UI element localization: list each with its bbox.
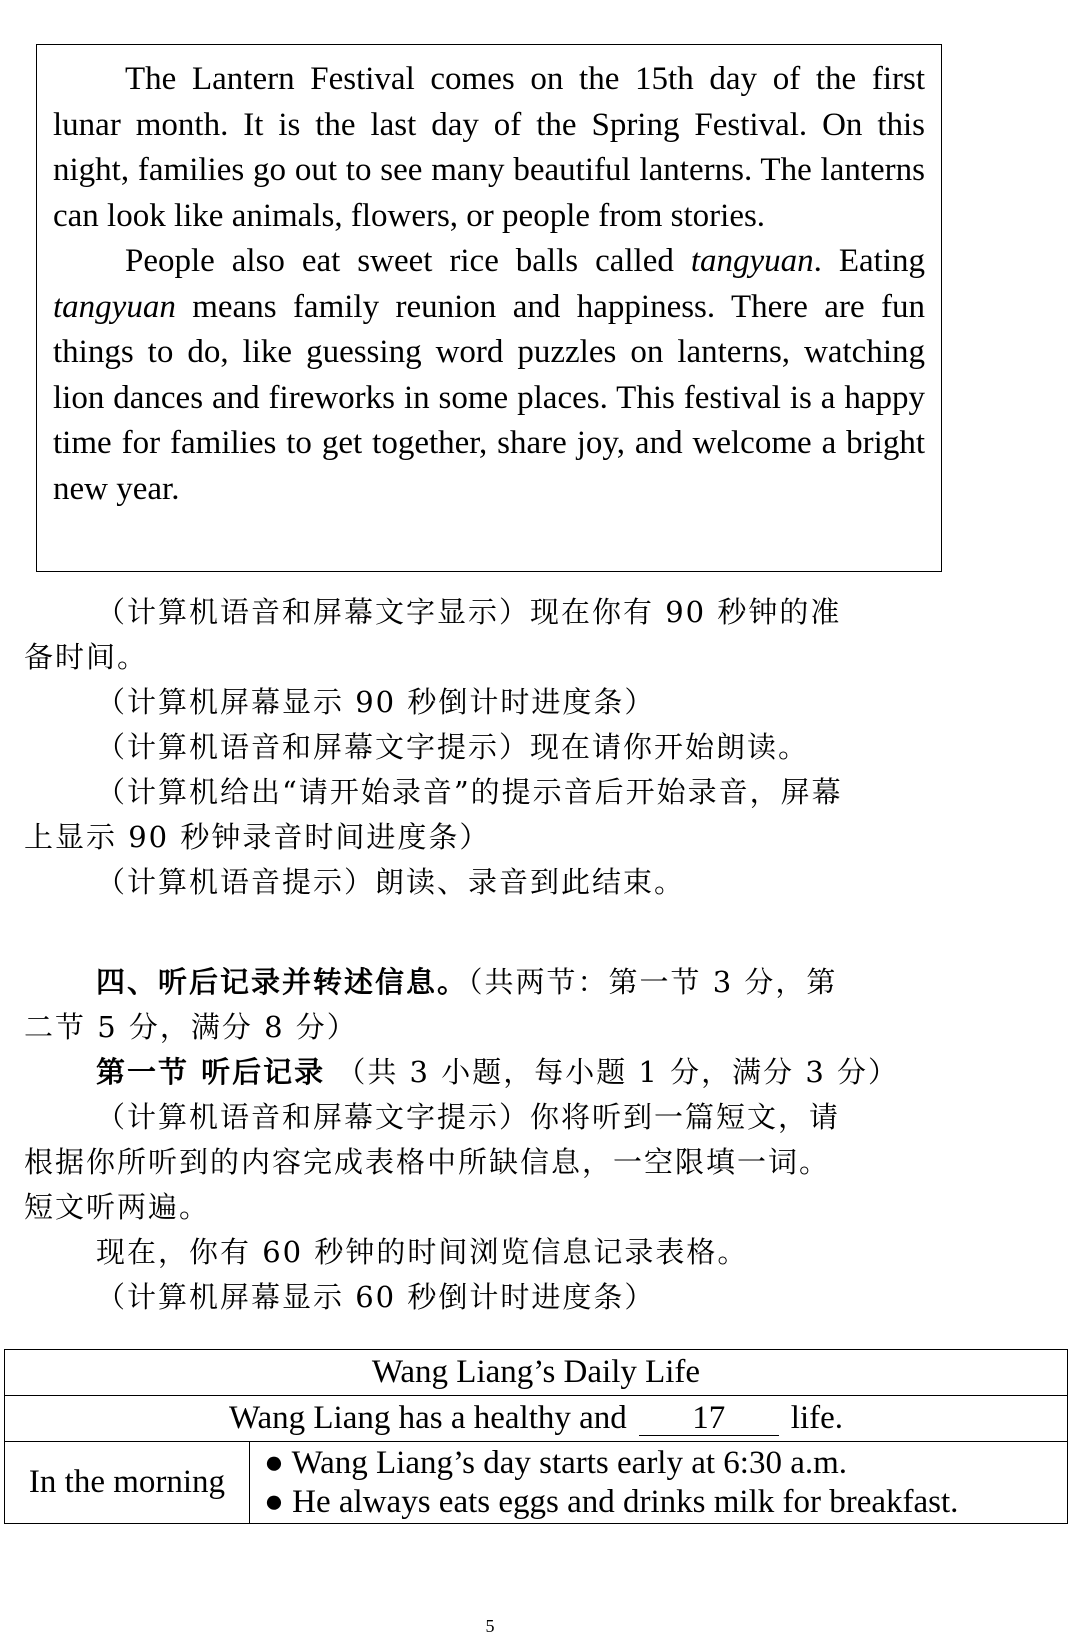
part-1-heading-bold: 第一节 听后记录 (96, 1055, 326, 1089)
passage-paragraph-2 (53, 239, 925, 512)
part-1-instruction-line-3: 短文听两遍。 (24, 1190, 211, 1224)
passage-p2-tangyuan-1: tangyuan (690, 243, 814, 279)
table-summary-row (5, 1396, 1068, 1442)
answer-blank-17[interactable]: 17 (639, 1401, 779, 1436)
end-reading-line: （计算机语音提示）朗读、录音到此结束。 (96, 865, 686, 899)
info-record-table (4, 1349, 1068, 1524)
section-4-title (24, 960, 964, 1005)
passage-p2-text-a: People also eat sweet rice balls called (125, 243, 691, 279)
section-4-title-bold: 四、听后记录并转述信息。 (96, 965, 469, 999)
reading-passage-box (36, 44, 942, 572)
page-number: 5 (485, 1616, 495, 1636)
part-1-heading (24, 1050, 964, 1095)
passage-paragraph-1: The Lantern Festival comes on the 15th day of the first lunar month. It is the last day of the Spring Festival. On this night, families go out to see many beautiful lanterns. The lanterns can look like animals, flowers, or people from stories. (53, 61, 925, 234)
section-4-title-line-2: 二节 5 分，满分 8 分） (24, 1010, 358, 1044)
passage-p2-text-c: . Eating (813, 243, 925, 279)
row-label-morning: In the morning (5, 1442, 250, 1524)
passage-p2-text-e: means family reunion and happiness. There are fun things to do, like guessing word puzzles on lanterns, watching lion dances and fireworks in some places. This festival is a happy time for families to get together, share joy, and welcome a bright new year. (53, 288, 925, 507)
morning-details (250, 1442, 1068, 1524)
countdown-90-line: （计算机屏幕显示 90 秒倒计时进度条） (96, 685, 656, 719)
table-title: Wang Liang’s Daily Life (5, 1350, 1068, 1396)
prep-time-line-2: 备时间。 (24, 640, 149, 674)
prep-time-line-1: （计算机语音和屏幕文字显示）现在你有 90 秒钟的准 (96, 595, 842, 629)
countdown-60-line: （计算机屏幕显示 60 秒倒计时进度条） (96, 1280, 656, 1314)
passage-p2-tangyuan-2: tangyuan (53, 288, 176, 325)
part-1-instruction-line-2: 根据你所听到的内容完成表格中所缺信息，一空限填一词。 (24, 1145, 831, 1179)
part-1-heading-rest: （共 3 小题，每小题 1 分，满分 3 分） (336, 1055, 899, 1089)
record-line-1: （计算机给出“请开始录音”的提示音后开始录音，屏幕 (96, 775, 843, 809)
section-4 (24, 960, 964, 1320)
morning-bullet-2: ● He always eats eggs and drinks milk for breakfast. (264, 1483, 959, 1520)
summary-text-before: Wang Liang has a healthy and (228, 1400, 627, 1436)
start-reading-line: （计算机语音和屏幕文字提示）现在请你开始朗读。 (96, 730, 810, 764)
reading-instructions (24, 590, 964, 905)
record-line-2: 上显示 90 秒钟录音时间进度条） (24, 820, 491, 854)
summary-text-after: life. (790, 1400, 844, 1436)
section-4-title-rest: （共两节：第一节 3 分，第 (468, 965, 838, 999)
morning-bullet-1: ● Wang Liang’s day starts early at 6:30 a.m. (264, 1444, 848, 1481)
browse-time-line: 现在，你有 60 秒钟的时间浏览信息记录表格。 (96, 1235, 749, 1269)
part-1-instruction-line-1: （计算机语音和屏幕文字提示）你将听到一篇短文，请 (96, 1100, 841, 1134)
